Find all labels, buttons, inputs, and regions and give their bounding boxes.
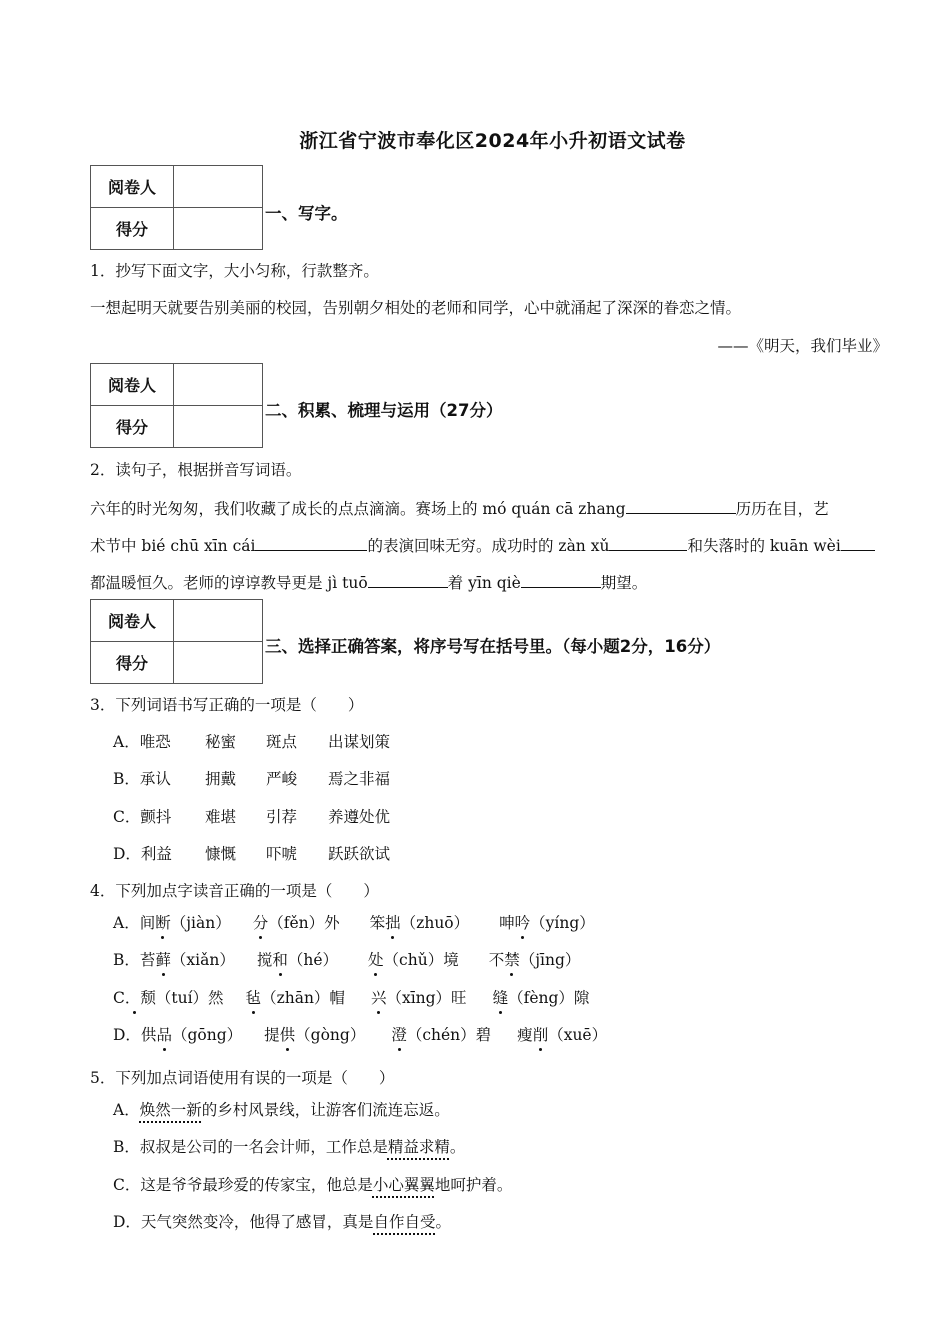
pinyin: （jīng） [519,951,581,969]
text-segment: 都温暖恒久。老师的谆谆教导更是 jì tuō [90,574,368,592]
score-box-1 [90,165,263,250]
word: 引荐 [266,808,298,826]
question-4-option-d[interactable] [113,1025,607,1045]
pinyin: （fèng）隙 [508,989,590,1007]
reviewer-field[interactable] [174,166,263,208]
text-segment: 笨 [369,914,386,932]
pinyin: （zhuō） [400,914,470,932]
word: 斑点 [266,733,298,751]
word: 焉之非福 [328,770,391,788]
text-segment: 和失落时的 kuān wèi [687,537,841,555]
question-1-prompt: 1．抄写下面文字，大小匀称，行款整齐。 [90,262,379,280]
dotted-char: 澄 [391,1026,407,1044]
text-segment: D．天气突然变冷，他得了感冒，真是 [113,1213,374,1231]
section-heading-1: 一、写字。 [265,204,348,223]
dotted-char: C．颓 [113,989,156,1007]
reviewer-field[interactable] [174,364,263,406]
score-label: 得分 [91,642,174,684]
reviewer-field[interactable] [174,600,263,642]
text-segment: 搅 [256,951,273,969]
word: 拥戴 [205,770,237,788]
word: 吓唬 [266,845,298,863]
text-segment: 提 [264,1026,280,1044]
dotted-char: 品 [156,1026,172,1044]
pinyin: （fěn）外 [268,914,340,932]
question-4-option-c[interactable] [113,988,589,1008]
word: D．利益 [113,845,172,863]
question-5-prompt: 5．下列加点词语使用有误的一项是（ ） [90,1069,395,1087]
dotted-phrase: 焕然一新 [139,1101,202,1119]
score-field[interactable] [174,208,263,250]
question-2-line-2 [90,534,875,556]
text-segment: 。 [435,1213,451,1231]
text-segment: D．供 [113,1026,157,1044]
pinyin: （zhān）帽 [261,989,345,1007]
dotted-char: 吟 [514,914,531,932]
reviewer-label: 阅卷人 [91,600,174,642]
question-2-line-3 [90,571,647,593]
word: 慷慨 [205,845,237,863]
question-3-option-d[interactable] [113,844,390,864]
dotted-char: 缝 [492,989,509,1007]
word: B．承认 [113,770,171,788]
text-segment: B．苔 [113,951,156,969]
text-segment: 地呵护着。 [434,1176,513,1194]
score-field[interactable] [174,406,263,448]
pinyin: （chǔ）境 [383,951,459,969]
pinyin: （hé） [287,951,339,969]
dotted-char: 供 [279,1026,296,1044]
text-segment: B．叔叔是公司的一名会计师，工作总是 [113,1138,388,1156]
score-label: 得分 [91,406,174,448]
question-1-source: ——《明天，我们毕业》 [717,337,888,355]
pinyin: （xīng）旺 [386,989,467,1007]
pinyin: （tuí）然 [155,989,224,1007]
pinyin: （yíng） [530,914,595,932]
text-segment: 六年的时光匆匆，我们收藏了成长的点点滴滴。赛场上的 mó quán cā zhang [90,500,626,518]
dotted-phrase: 精益求精 [387,1138,450,1156]
word: 跃跃欲试 [328,845,391,863]
score-field[interactable] [174,642,263,684]
dotted-char: 毡 [245,989,262,1007]
dotted-char: 和 [272,951,288,969]
word: 养遵处优 [328,808,391,826]
question-5-option-b[interactable] [113,1137,465,1157]
dotted-char: 断 [155,914,171,932]
word: 难堪 [205,808,237,826]
question-3-option-b[interactable] [113,769,390,789]
pinyin: （chén）碧 [406,1026,492,1044]
pinyin: （gòng） [295,1026,366,1044]
question-4-option-b[interactable] [113,950,580,970]
text-segment: 期望。 [600,574,648,592]
question-2-prompt: 2．读句子，根据拼音写词语。 [90,461,302,479]
pinyin: （xiǎn） [170,951,235,969]
score-label: 得分 [91,208,174,250]
dotted-char: 拙 [385,914,401,932]
answer-blank[interactable] [521,571,601,588]
answer-blank[interactable] [609,534,687,551]
dotted-char: 分 [252,914,269,932]
text-segment: C．这是爷爷最珍爱的传家宝，他总是 [113,1176,373,1194]
question-5-option-c[interactable] [113,1175,512,1195]
text-segment: 呻 [499,914,515,932]
word: C．颤抖 [113,808,172,826]
section-heading-3: 三、选择正确答案，将序号写在括号里。（每小题2分，16分） [265,637,721,656]
text-segment: 的表演回味无穷。成功时的 zàn xǔ [367,537,610,555]
text-segment: 着 yīn qiè [447,574,521,592]
question-3-option-a[interactable] [113,732,390,752]
word: 严峻 [266,770,298,788]
text-segment: 瘦 [517,1026,533,1044]
dotted-phrase: 自作自受 [373,1213,436,1231]
section-heading-2: 二、积累、梳理与运用（27分） [265,401,503,420]
question-3-prompt: 3．下列词语书写正确的一项是（ ） [90,696,364,714]
text-segment: 的乡村风景线，让游客们流连忘返。 [201,1101,450,1119]
text-segment: 不 [488,951,505,969]
text-segment: A． [113,1101,140,1119]
question-1-text: 一想起明天就要告别美丽的校园，告别朝夕相处的老师和同学，心中就涌起了深深的眷恋之情。 [90,299,742,317]
pinyin: （gōng） [171,1026,243,1044]
answer-blank[interactable] [368,571,448,588]
question-5-option-a[interactable] [113,1100,450,1120]
word: A．唯恐 [113,733,171,751]
question-4-prompt: 4．下列加点字读音正确的一项是（ ） [90,882,379,900]
dotted-char: 藓 [155,951,171,969]
question-2-line-1 [90,497,829,519]
reviewer-label: 阅卷人 [91,166,174,208]
score-box-2 [90,363,263,448]
word: 秘蜜 [205,733,237,751]
dotted-phrase: 小心翼翼 [372,1176,435,1194]
dotted-char: 处 [368,951,384,969]
pinyin: （jiàn） [170,914,231,932]
question-5-option-d[interactable] [113,1212,451,1232]
score-box-3 [90,599,263,684]
answer-blank[interactable] [841,534,875,551]
reviewer-label: 阅卷人 [91,364,174,406]
pinyin: （xuē） [548,1026,608,1044]
dotted-char: 兴 [370,989,387,1007]
word: 出谋划策 [328,733,391,751]
answer-blank[interactable] [626,497,736,514]
page-title: 浙江省宁波市奉化区2024年小升初语文试卷 [299,130,686,152]
text-segment: A．间 [113,914,156,932]
dotted-char: 削 [532,1026,549,1044]
text-segment: 。 [449,1138,466,1156]
answer-blank[interactable] [255,534,367,551]
question-4-option-a[interactable] [113,913,595,933]
text-segment: 术节中 bié chū xīn cái [90,537,256,555]
text-segment: 历历在目，艺 [735,500,829,518]
question-3-option-c[interactable] [113,807,390,827]
dotted-char: 禁 [504,951,520,969]
